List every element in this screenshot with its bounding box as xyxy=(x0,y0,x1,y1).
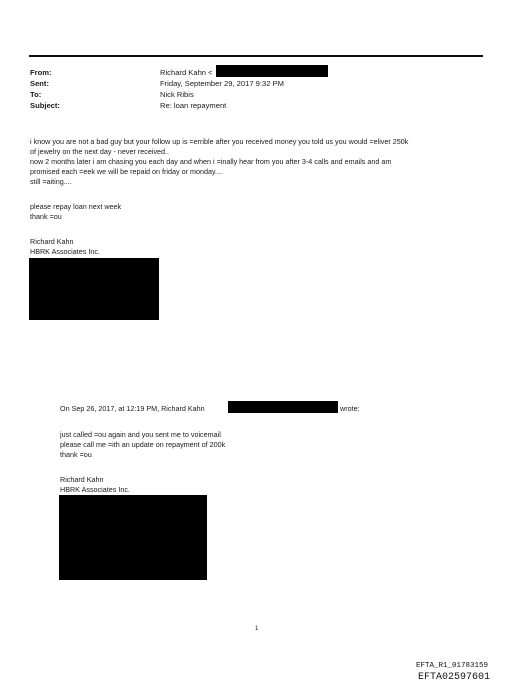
sent-label: Sent: xyxy=(30,79,49,88)
subject-label: Subject: xyxy=(30,101,60,110)
footer-id-large: EFTA02597601 xyxy=(418,672,491,683)
quoted-line-3: thank =ou xyxy=(60,450,92,459)
message-line-1: i know you are not a bad guy but your follow up is =errible after you received money you told us you would =eliver 250k xyxy=(30,137,409,146)
redaction-quoted-email xyxy=(228,401,338,413)
signature-name: Richard Kahn xyxy=(30,237,74,246)
message-line-4: promised each =eek we will be repaid on friday or monday.... xyxy=(30,167,224,176)
message-line-5: still =aiting.... xyxy=(30,177,72,186)
page-number: 1 xyxy=(255,626,259,632)
to-label: To: xyxy=(30,90,42,99)
message-line-3: now 2 months later i am chasing you each day and when i =inally hear from you after 3-4 calls and emails and am xyxy=(30,157,392,166)
quoted-line-2: please call me =ith an update on repayment of 200k xyxy=(60,440,226,449)
redaction-signature-block xyxy=(29,258,159,320)
from-value: Richard Kahn < xyxy=(160,68,213,77)
message-line-2: of jewelry on the next day - never received.. xyxy=(30,147,170,156)
closing-line-2: thank =ou xyxy=(30,212,62,221)
quoted-line-1: just called =ou again and you sent me to voicemail xyxy=(60,430,221,439)
subject-value: Re: loan repayment xyxy=(160,101,227,110)
quoted-intro-suffix: wrote: xyxy=(340,404,360,413)
closing-line-1: please repay loan next week xyxy=(30,202,122,211)
from-label: From: xyxy=(30,68,52,77)
header-rule xyxy=(29,55,483,57)
sent-value: Friday, September 29, 2017 9:32 PM xyxy=(160,79,284,88)
redaction-quoted-signature-block xyxy=(59,495,207,580)
redaction-from-email xyxy=(216,65,328,77)
quoted-signature-name: Richard Kahn xyxy=(60,475,104,484)
quoted-intro: On Sep 26, 2017, at 12:19 PM, Richard Kahn xyxy=(60,404,205,413)
signature-company: HBRK Associates Inc. xyxy=(30,247,100,256)
to-value: Nick Ribis xyxy=(160,90,194,99)
footer-id-small: EFTA_R1_01783159 xyxy=(416,662,489,670)
quoted-signature-company: HBRK Associates Inc. xyxy=(60,485,130,494)
